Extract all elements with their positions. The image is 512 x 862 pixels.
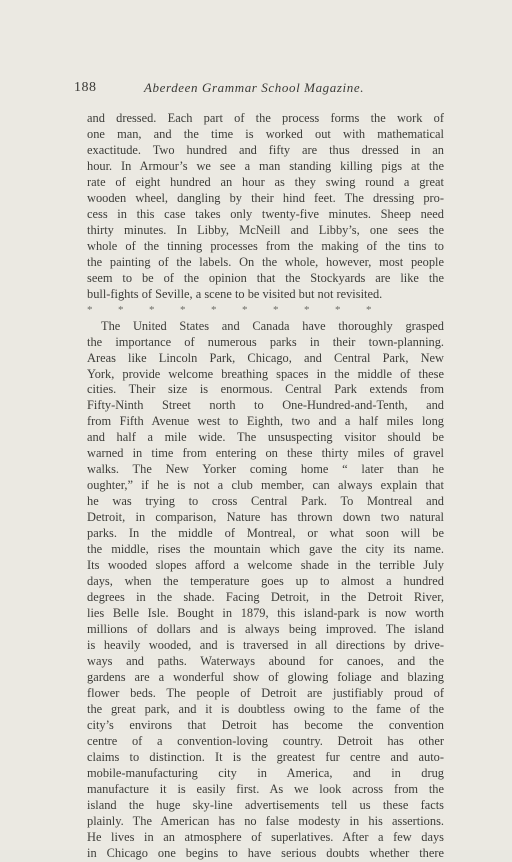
text-line: bull-fights of Seville, a scene to be visited but not revisited. bbox=[87, 286, 383, 301]
text-line: seem to be of the opinion that the Stockyards are like the bbox=[87, 270, 444, 285]
text-line: Fifty-Ninth Street north to One-Hundred-and-Tenth, and bbox=[87, 398, 444, 413]
separator-star: * bbox=[211, 303, 217, 316]
text-line: in Chicago one begins to have serious doubts whether there bbox=[87, 845, 444, 860]
text-line: island the huge sky-line advertisements tell us these facts bbox=[87, 797, 444, 812]
text-line: he was trying to cross Central Park. To Montreal and bbox=[87, 494, 444, 509]
text-line: flower beds. The people of Detroit are justifiably proud of bbox=[87, 685, 444, 700]
text-line: He lives in an atmosphere of superlatives. After a few days bbox=[87, 829, 444, 844]
separator-star: * bbox=[366, 303, 372, 316]
text-line: the great park, and it is doubtless owing to the fame of the bbox=[87, 701, 444, 716]
text-line: wooden wheel, dangling by their hind feet. The dressing pro- bbox=[87, 190, 444, 205]
text-line: claims to distinction. It is the greatest fur centre and auto- bbox=[87, 749, 444, 764]
text-line: cities. Their size is enormous. Central Park extends from bbox=[87, 382, 444, 397]
text-line: cess in this case takes only twenty-five minutes. Sheep need bbox=[87, 206, 444, 221]
separator-star: * bbox=[149, 303, 155, 316]
text-line: warned in time from entering on these thirty miles of gravel bbox=[87, 446, 444, 461]
text-line: manufacture it is easily first. As we look across from the bbox=[87, 781, 444, 796]
text-line: is heavily wooded, and is traversed in all directions by drive- bbox=[87, 637, 444, 652]
body-text bbox=[87, 111, 444, 862]
separator-star: * bbox=[87, 303, 93, 316]
page-number: 188 bbox=[74, 80, 97, 95]
text-line: the middle, rises the mountain which gave the city its name. bbox=[87, 542, 444, 557]
text-line: lies Belle Isle. Bought in 1879, this island-park is now worth bbox=[87, 606, 444, 621]
text-line: Detroit, in comparison, Nature has thrown down two natural bbox=[87, 510, 444, 525]
text-line: Areas like Lincoln Park, Chicago, and Central Park, New bbox=[87, 350, 444, 365]
separator-star: * bbox=[335, 303, 341, 316]
text-line: walks. The New Yorker coming home “ later than he bbox=[87, 462, 444, 477]
text-line: the importance of numerous parks in their town-planning. bbox=[87, 334, 444, 349]
text-line: one man, and the time is worked out with mathematical bbox=[87, 126, 444, 141]
text-line: The United States and Canada have thoroughly grasped bbox=[101, 318, 444, 333]
text-line: ways and paths. Waterways abound for canoes, and the bbox=[87, 653, 444, 668]
text-line: exactitude. Two hundred and fifty are thus dressed in an bbox=[87, 142, 444, 157]
separator-star: * bbox=[304, 303, 310, 316]
text-line: parks. In the middle of Montreal, or what soon will be bbox=[87, 526, 444, 541]
text-line: gardens are a wonderful show of glowing foliage and blazing bbox=[87, 669, 444, 684]
text-line: the painting of the labels. On the whole, however, most people bbox=[87, 254, 444, 269]
text-line: thirty minutes. In Libby, McNeill and Libby’s, one sees the bbox=[87, 222, 444, 237]
page-header bbox=[74, 80, 444, 98]
separator-star: * bbox=[180, 303, 186, 316]
text-line: days, when the temperature goes up to almost a hundred bbox=[87, 574, 444, 589]
text-line: hour. In Armour’s we see a man standing killing pigs at the bbox=[87, 158, 444, 173]
paragraph-parks bbox=[87, 319, 444, 862]
text-line: centre of a convention-loving country. Detroit has other bbox=[87, 733, 444, 748]
text-line: from Fifth Avenue west to Eighth, two and a half miles long bbox=[87, 414, 444, 429]
paragraph-stockyards bbox=[87, 111, 444, 303]
text-line: city’s environs that Detroit has become the convention bbox=[87, 717, 444, 732]
text-line: Its wooded slopes afford a welcome shade in the terrible July bbox=[87, 558, 444, 573]
section-separator bbox=[87, 303, 444, 319]
text-line: York, provide welcome breathing spaces in the middle of these bbox=[87, 366, 444, 381]
text-line: rate of eight hundred an hour as they swing round a great bbox=[87, 174, 444, 189]
text-line: whole of the tinning processes from the making of the tins to bbox=[87, 238, 444, 253]
separator-star: * bbox=[118, 303, 124, 316]
text-line: mobile-manufacturing city in America, and in drug bbox=[87, 765, 444, 780]
separator-star: * bbox=[273, 303, 279, 316]
text-line: oughter,” if he is not a club member, can always explain that bbox=[87, 478, 444, 493]
text-line: millions of dollars and is always being improved. The island bbox=[87, 622, 444, 636]
text-line: and dressed. Each part of the process forms the work of bbox=[87, 111, 444, 125]
text-line: and half a mile wide. The unsuspecting visitor should be bbox=[87, 430, 444, 445]
running-title: Aberdeen Grammar School Magazine. bbox=[144, 80, 365, 95]
separator-star: * bbox=[242, 303, 248, 316]
text-line: plainly. The American has no false modesty in his assertions. bbox=[87, 813, 444, 828]
text-line: degrees in the shade. Facing Detroit, in the Detroit River, bbox=[87, 590, 444, 605]
